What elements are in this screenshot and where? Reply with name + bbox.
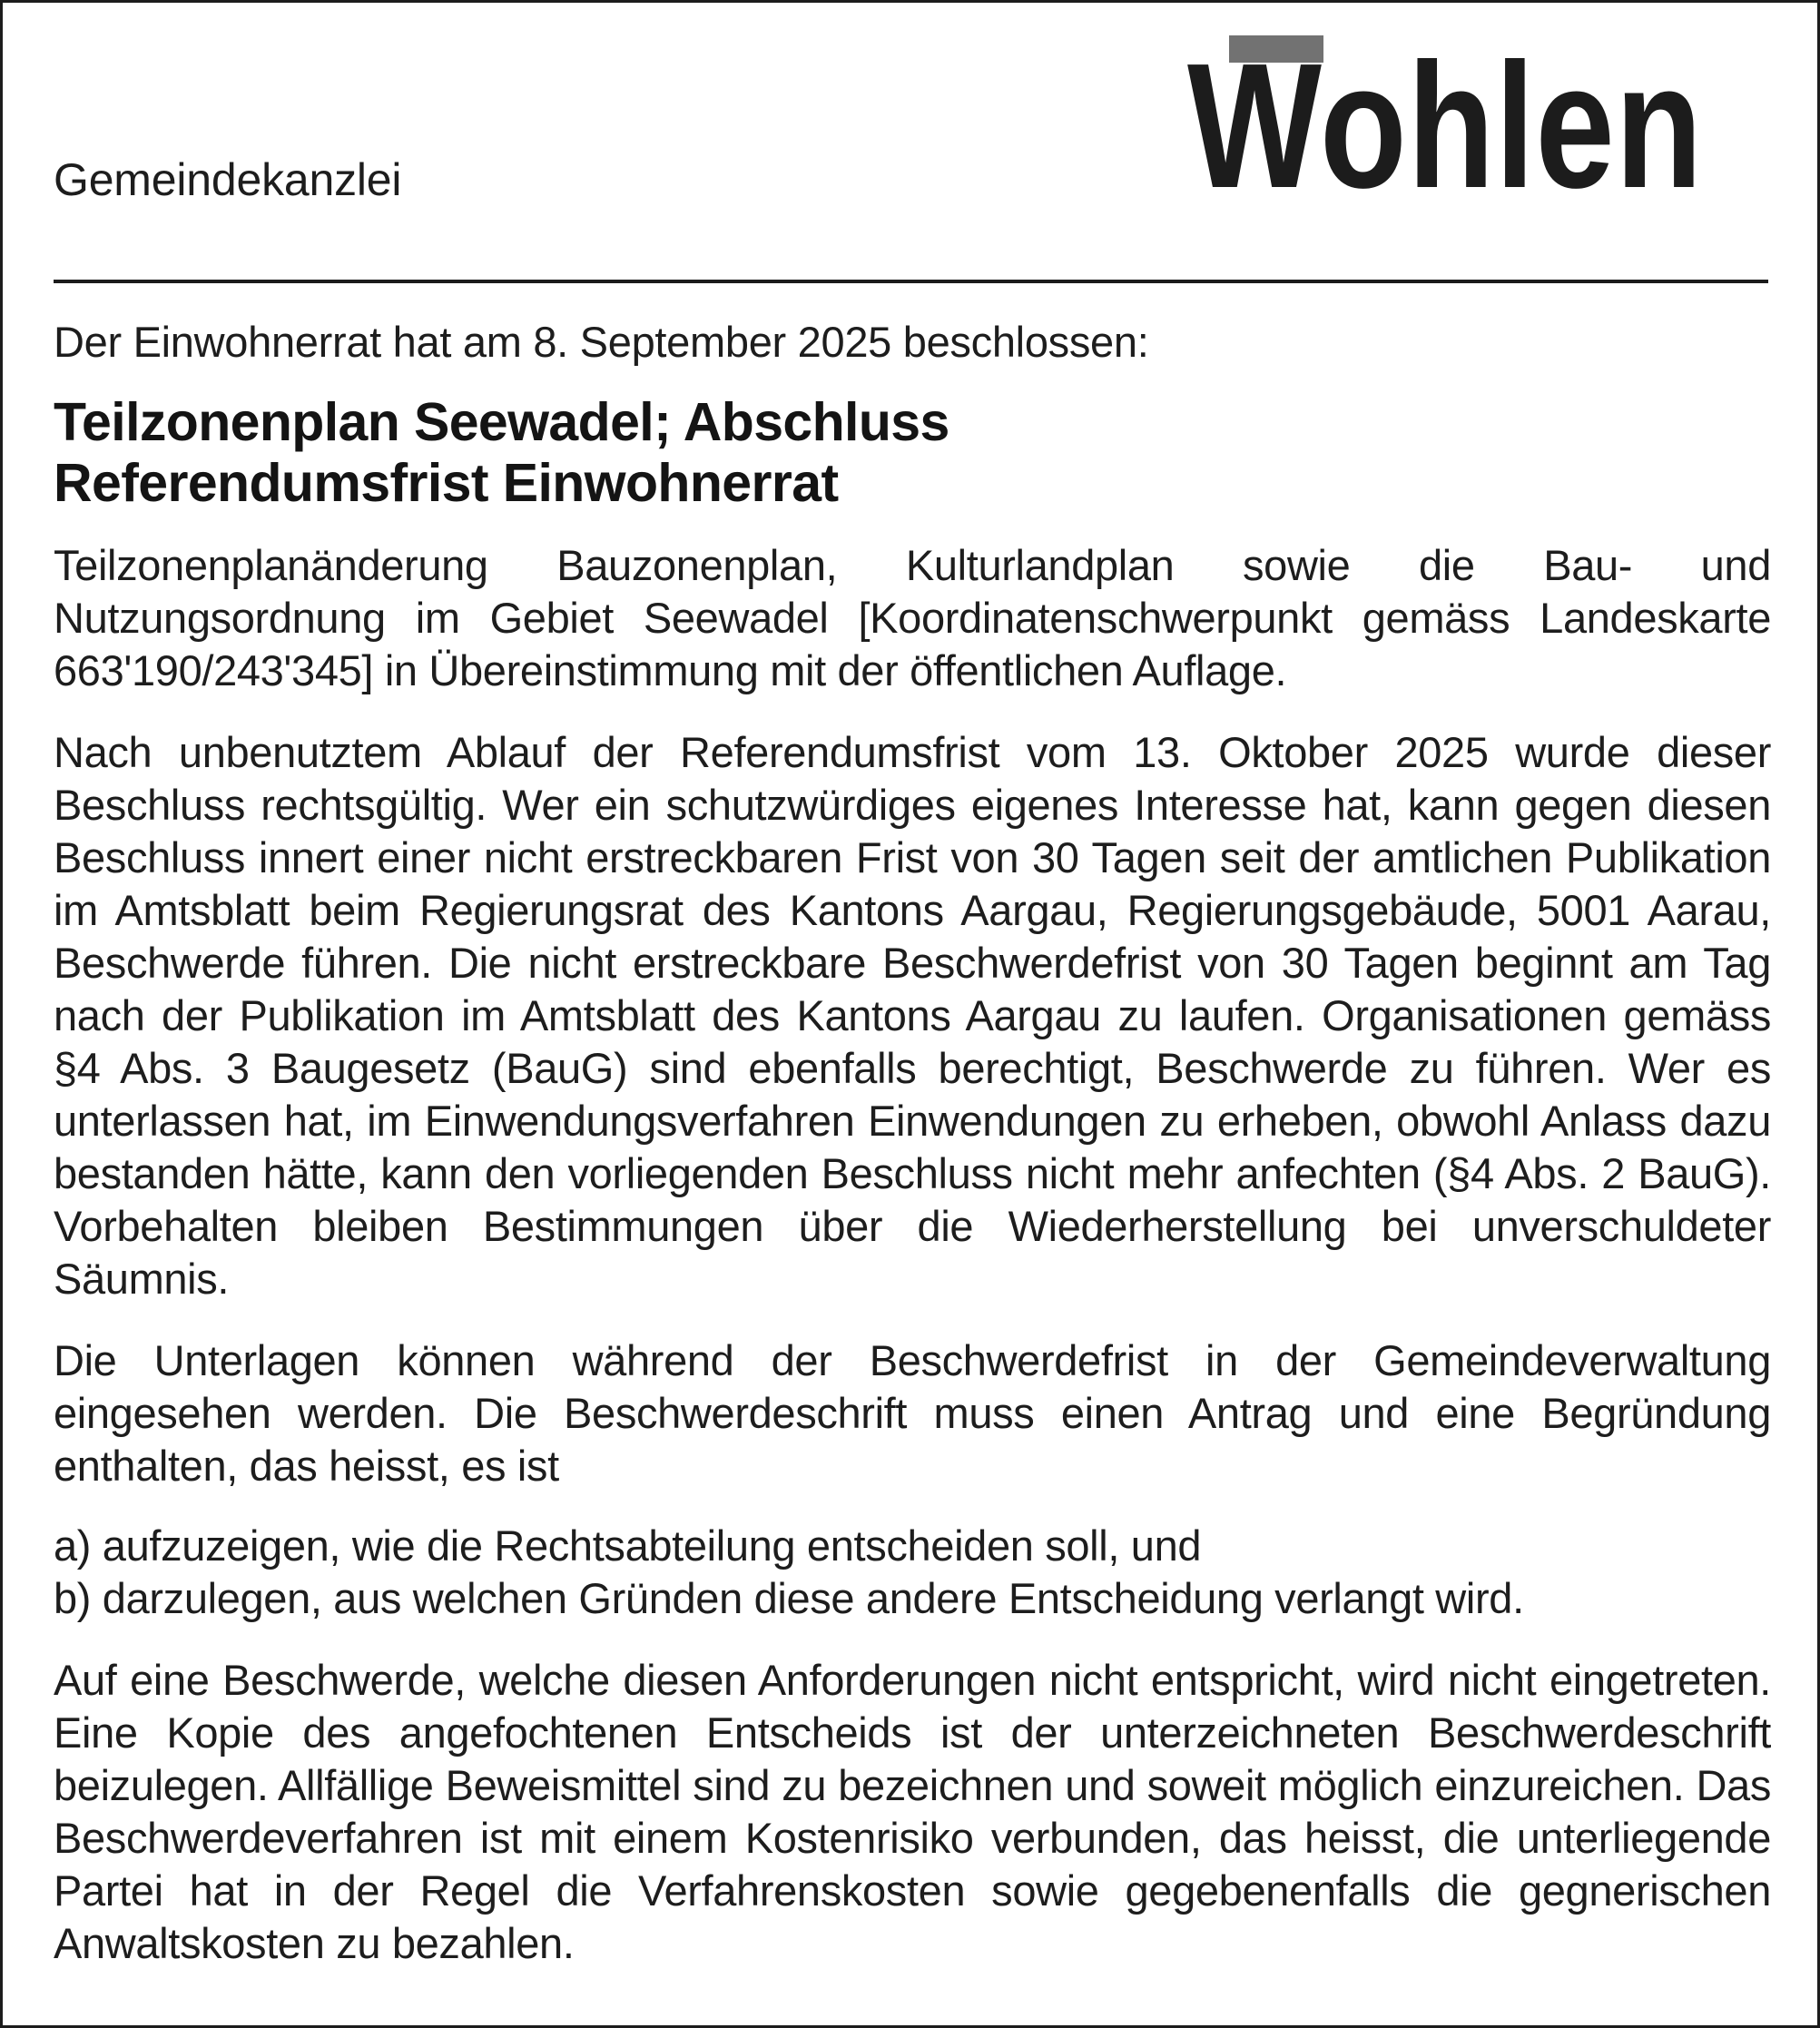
- paragraph-appeal-rights: Nach unbenutztem Ablauf der Referendumsfrist vom 13. Oktober 2025 wurde dieser Beschluss rechtsgültig. Wer ein schutzwürdiges eigenes Interesse hat, kann gegen diesen Beschluss innert einer nicht erstreckbaren Frist von 30 Tagen seit der amtlichen Publikation im Amtsblatt beim Regierungsrat des Kantons Aargau, Regierungsgebäude, 5001 Aarau, Beschwerde führen. Die nicht erstreckbare Beschwerdefrist von 30 Tagen beginnt am Tag nach der Publikation im Amtsblatt des Kantons Aargau zu laufen. Organisationen gemäss §4 Abs. 3 Baugesetz (BauG) sind ebenfalls berechtigt, Beschwerde zu führen. Wer es unterlassen hat, im Einwendungsverfahren Einwendungen zu erheben, obwohl Anlass dazu bestanden hätte, kann den vorliegenden Beschluss nicht mehr anfechten (§4 Abs. 2 BauG). Vorbehalten bleiben Bestimmungen über die Wiederherstellung bei unverschuldeter Säumnis.: [54, 728, 1771, 1303]
- list-item: b) darzulegen, aus welchen Gründen diese andere Entscheidung verlangt wird.: [54, 1574, 1524, 1622]
- header-divider: [54, 280, 1768, 283]
- list-item: a) aufzuzeigen, wie die Rechtsabteilung entscheiden soll, und: [54, 1521, 1202, 1570]
- logo-wordmark: Wohlen: [1187, 26, 1704, 225]
- paragraph-zone-change: Teilzonenplanänderung Bauzonenplan, Kulturlandplan sowie die Bau- und Nutzungsordnung im Gebiet Seewadel [Koordinatenschwerpunkt gemäss Landeskarte 663'190/243'345] in Übereinstimmung mit der öffentlichen Auflage.: [54, 541, 1771, 694]
- wohlen-logo: [1187, 14, 1768, 225]
- page-header: [51, 3, 1768, 255]
- intro-line: Der Einwohnerrat hat am 8. September 2025 beschlossen:: [54, 318, 1149, 366]
- department-label: Gemeindekanzlei: [54, 154, 402, 205]
- page-inner: [51, 3, 1771, 2028]
- requirements-list: [54, 1520, 1771, 1625]
- document-body: [54, 316, 1771, 1999]
- paragraph-documents-inspection: Die Unterlagen können während der Beschwerdefrist in der Gemeindeverwaltung eingesehen werden. Die Beschwerdeschrift muss einen Antrag und eine Begründung enthalten, das heisst, es ist: [54, 1336, 1771, 1490]
- paragraph-cost-risk: Auf eine Beschwerde, welche diesen Anforderungen nicht entspricht, wird nicht eingetreten. Eine Kopie des angefochtenen Entscheids ist der unterzeichneten Beschwerdeschrift beizulegen. Allfällige Beweismittel sind zu bezeichnen und soweit möglich einzureichen. Das Beschwerdeverfahren ist mit einem Kostenrisiko verbunden, das heisst, die unterliegende Partei hat in der Regel die Verfahrenskosten sowie gegebenenfalls die gegnerischen Anwaltskosten zu bezahlen.: [54, 1656, 1771, 1967]
- page-title: Teilzonenplan Seewadel; Abschluss Referendumsfrist Einwohnerrat: [54, 392, 949, 513]
